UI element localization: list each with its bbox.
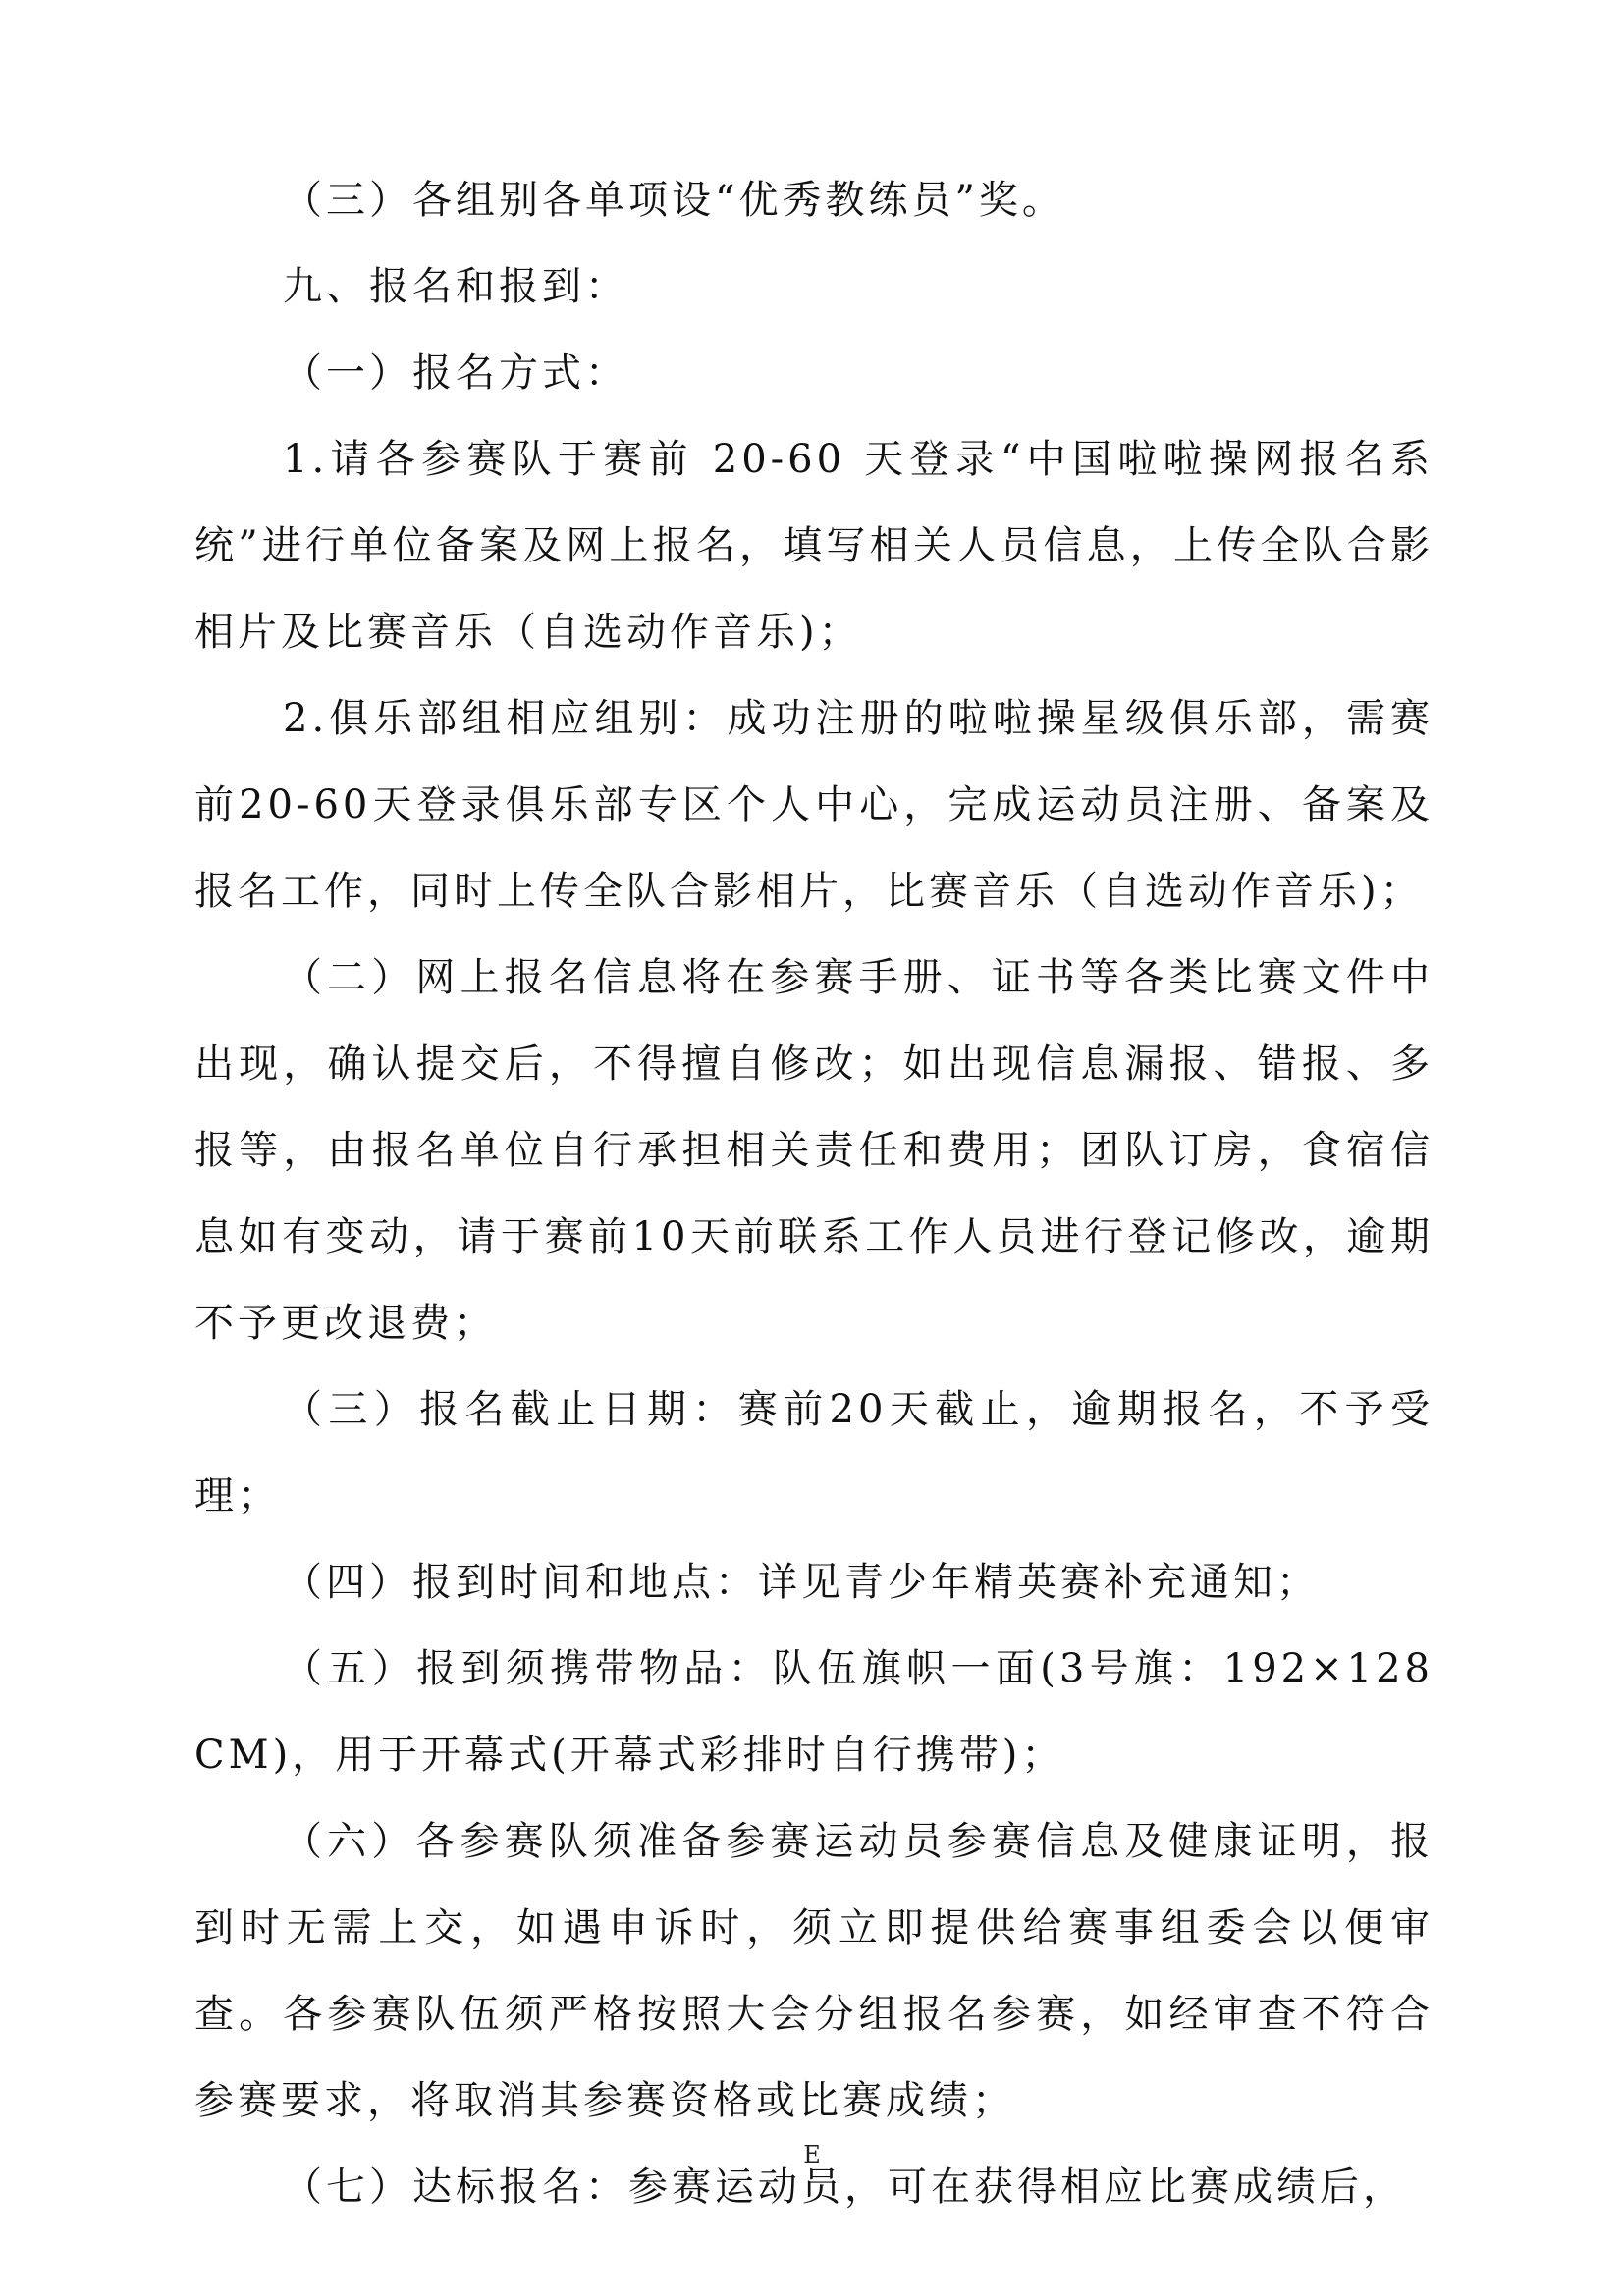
paragraph-registration-item-1: 1.请各参赛队于赛前 20-60 天登录“中国啦啦操网报名系统”进行单位备案及网上报名，填写相关人员信息，上传全队合影相片及比赛音乐（自选动作音乐)； <box>194 437 1434 655</box>
section-heading-registration: 九、报名和报到： <box>283 264 628 309</box>
paragraph-checkin-time-place: （四）报到时间和地点：详见青少年精英赛补充通知； <box>283 1560 1320 1605</box>
paragraph-registration-deadline: （三）报名截止日期：赛前20天截止，逾期报名，不予受理； <box>194 1387 1434 1519</box>
paragraph-registration-item-2: 2.俱乐部组相应组别：成功注册的啦啦操星级俱乐部，需赛前20-60天登录俱乐部专区个人中心，完成运动员注册、备案及报名工作，同时上传全队合影相片，比赛音乐（自选动作音乐)； <box>194 696 1434 914</box>
subheading-registration-method: （一）报名方式： <box>283 350 628 396</box>
paragraph-outstanding-coach-award: （三）各组别各单项设“优秀教练员”奖。 <box>283 178 1065 223</box>
paragraph-qualification-registration: （七）达标报名：参赛运动员，可在获得相应比赛成绩后， <box>283 2164 1406 2210</box>
paragraph-online-info-rules: （二）网上报名信息将在参赛手册、证书等各类比赛文件中出现，确认提交后，不得擅自修改；如出现信息漏报、错报、多报等，由报名单位自行承担相关责任和费用；团队订房，食宿信息如有变动，请于赛前10天前联系工作人员进行登记修改，逾期不予更改退费； <box>194 955 1434 1346</box>
document-body <box>194 157 1434 2230</box>
page-number: E <box>803 2141 821 2168</box>
paragraph-health-certificate: （六）各参赛队须准备参赛运动员参赛信息及健康证明，报到时无需上交，如遇申诉时，须立即提供给赛事组委会以便审查。各参赛队伍须严格按照大会分组报名参赛，如经审查不符合参赛要求，将取消其参赛资格或比赛成绩； <box>194 1819 1434 2123</box>
paragraph-checkin-items: （五）报到须携带物品：队伍旗帜一面(3号旗：192×128CM)，用于开幕式(开幕式彩排时自行携带)； <box>194 1646 1434 1778</box>
